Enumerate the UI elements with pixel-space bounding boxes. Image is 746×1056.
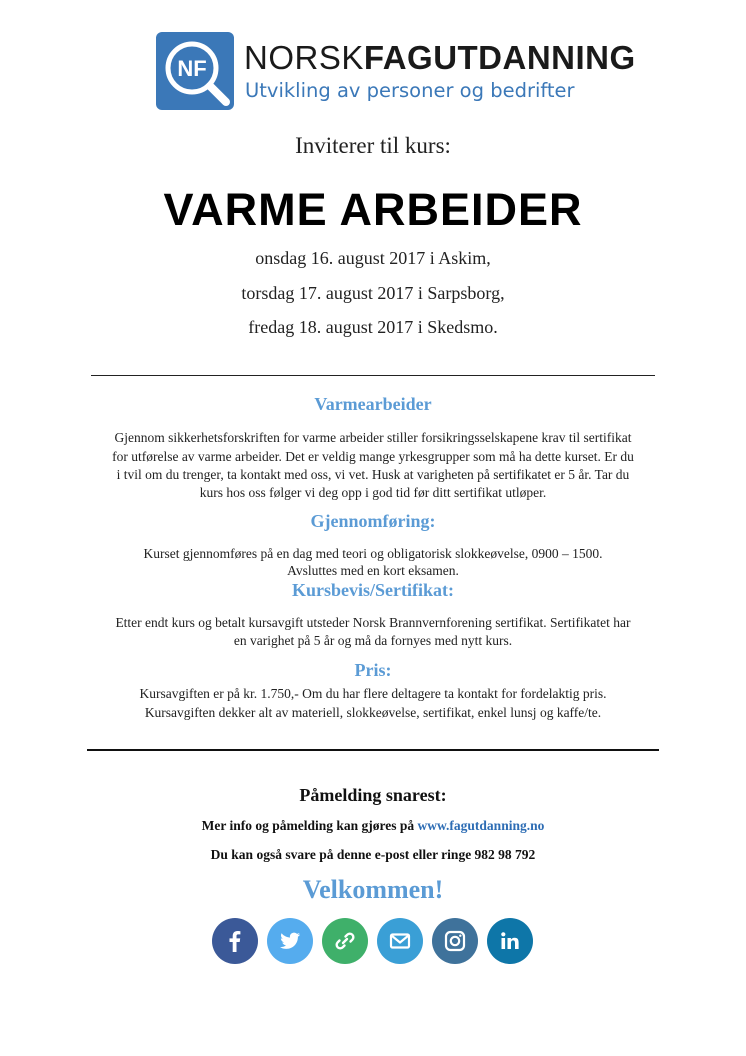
kursbevis-line-1: Etter endt kurs og betalt kursavgift utsteder Norsk Brannvernforening sertifikat. Sertifikatet har: [115, 615, 631, 630]
logo-name: [244, 38, 636, 78]
social-icons: [212, 918, 534, 964]
facebook-button[interactable]: [212, 918, 258, 964]
logo-mark-icon: [156, 32, 234, 110]
pris-line-2: Kursavgiften dekker alt av materiell, slokkeøvelse, sertifikat, enkel lunsj og kaffe/te.: [144, 705, 602, 720]
logo-mark-text: NF: [177, 56, 207, 81]
logo-tagline: Utvikling av personer og bedrifter: [245, 79, 575, 102]
heading-gjennomforing: Gjennomføring:: [310, 511, 436, 531]
welcome-text: Velkommen!: [302, 875, 444, 904]
date-line-skedsmo: fredag 18. august 2017 i Skedsmo.: [248, 317, 498, 337]
facebook-icon: [222, 928, 248, 954]
logo-name-bold: FAGUTDANNING: [363, 39, 636, 76]
logo-name-light: NORSK: [244, 39, 364, 76]
invite-text: Inviterer til kurs:: [295, 133, 451, 158]
twitter-button[interactable]: [267, 918, 313, 964]
varmearbeider-line-3: i tvil om du trenger, ta kontakt med oss, vi vet. Husk at varigheten på sertifikatet er 5 år. Tar du: [116, 467, 630, 482]
logo: [156, 32, 636, 112]
twitter-icon: [277, 928, 303, 954]
signup-heading: Påmelding snarest:: [299, 785, 447, 805]
pris-line-1: Kursavgiften er på kr. 1.750,- Om du har flere deltagere ta kontakt for fordelaktig pris.: [139, 686, 607, 701]
heading-kursbevis: Kursbevis/Sertifikat:: [292, 580, 454, 600]
date-line-askim: onsdag 16. august 2017 i Askim,: [255, 248, 491, 268]
link-button[interactable]: [322, 918, 368, 964]
email-icon: [387, 928, 413, 954]
info-line: [0, 818, 746, 834]
linkedin-button[interactable]: [487, 918, 533, 964]
linkedin-icon: [497, 928, 523, 954]
info-prefix: Mer info og påmelding kan gjøres på: [201, 818, 418, 833]
divider-top: [91, 375, 655, 376]
varmearbeider-line-4: kurs hos oss følger vi deg opp i god tid før ditt sertifikat utløper.: [199, 485, 547, 500]
link-icon: [332, 928, 358, 954]
gjennomforing-line-1: Kurset gjennomføres på en dag med teori og obligatorisk slokkeøvelse, 0900 – 1500.: [143, 546, 603, 561]
website-link[interactable]: www.fagutdanning.no: [417, 818, 545, 833]
kursbevis-line-2: en varighet på 5 år og må da fornyes med nytt kurs.: [233, 633, 513, 648]
heading-varmearbeider: Varmearbeider: [314, 394, 432, 414]
date-line-sarpsborg: torsdag 17. august 2017 i Sarpsborg,: [241, 283, 505, 303]
instagram-icon: [442, 928, 468, 954]
page-title: VARME ARBEIDER: [163, 184, 583, 235]
instagram-button[interactable]: [432, 918, 478, 964]
varmearbeider-line-2: for utførelse av varme arbeider. Det er veldig mange yrkesgrupper som må ha dette kurset. Er du: [112, 449, 634, 464]
email-button[interactable]: [377, 918, 423, 964]
heading-pris: Pris:: [354, 660, 392, 680]
divider-bottom: [87, 749, 659, 751]
varmearbeider-line-1: Gjennom sikkerhetsforskriften for varme arbeider stiller forsikringsselskapene krav til sertifikat: [114, 430, 632, 445]
reply-line: Du kan også svare på denne e-post eller ringe 982 98 792: [210, 847, 536, 862]
gjennomforing-line-2: Avsluttes med en kort eksamen.: [287, 563, 459, 578]
